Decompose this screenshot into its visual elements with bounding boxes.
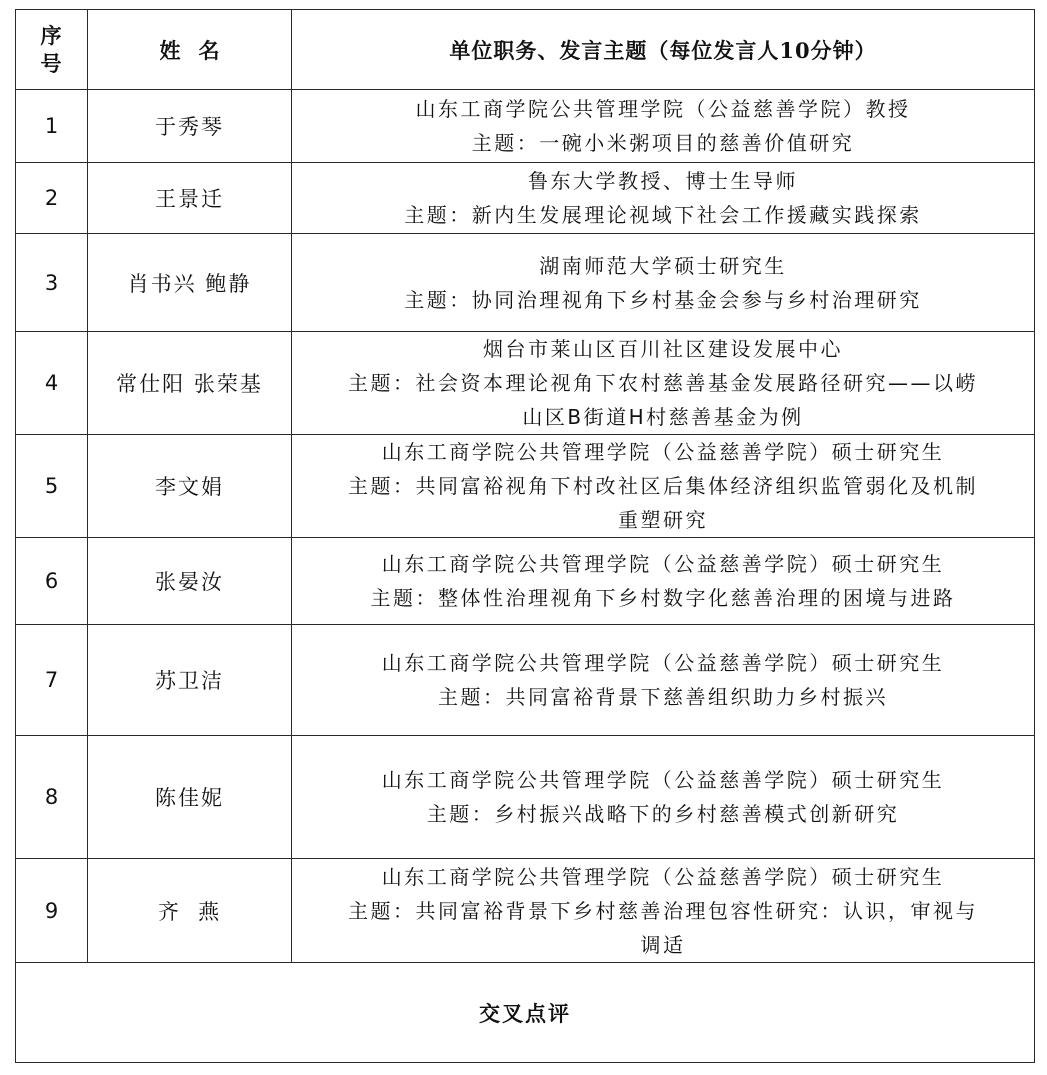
speaker-affiliation: 山东工商学院公共管理学院（公益慈善学院）硕士研究生	[381, 768, 945, 792]
table-row	[16, 332, 1035, 435]
speaker-topic-line: 主题：共同富裕背景下慈善组织助力乡村振兴	[438, 685, 888, 709]
name-header-label: 姓名	[159, 37, 238, 63]
speaker-topic-line: 主题：新内生发展理论视域下社会工作援藏实践探索	[404, 203, 922, 227]
speaker-description	[292, 163, 1035, 234]
speaker-description	[292, 332, 1035, 435]
row-index: 3	[16, 234, 88, 332]
speaker-description	[292, 435, 1035, 538]
speaker-name: 肖书兴 鲍静	[88, 234, 292, 332]
row-index: 9	[16, 859, 88, 963]
speaker-description	[292, 234, 1035, 332]
speaker-topic-line: 主题：协同治理视角下乡村基金会参与乡村治理研究	[404, 287, 922, 312]
speaker-affiliation: 湖南师范大学硕士研究生	[539, 253, 787, 278]
speaker-affiliation: 山东工商学院公共管理学院（公益慈善学院）硕士研究生	[381, 552, 945, 576]
speaker-description	[292, 625, 1035, 736]
row-index: 4	[16, 332, 88, 435]
table-row	[16, 163, 1035, 234]
speaker-topic-line: 主题：社会资本理论视角下农村慈善基金发展路径研究——以崂	[348, 371, 978, 395]
table-row	[16, 234, 1035, 332]
speaker-affiliation: 烟台市莱山区百川社区建设发展中心	[483, 337, 843, 361]
index-column-header	[16, 10, 88, 90]
table-row	[16, 435, 1035, 538]
speaker-description	[292, 538, 1035, 625]
speaker-name: 常仕阳 张荣基	[88, 332, 292, 435]
speaker-affiliation: 山东工商学院公共管理学院（公益慈善学院）硕士研究生	[381, 864, 945, 889]
speaker-name: 李文娟	[88, 435, 292, 538]
speaker-topic-line: 重塑研究	[618, 508, 708, 532]
speaker-topic-line: 主题：一碗小米粥项目的慈善价值研究	[471, 131, 855, 155]
row-index: 6	[16, 538, 88, 625]
table-row	[16, 538, 1035, 625]
desc-header-label: 单位职务、发言主题（每位发言人10分钟）	[449, 37, 877, 63]
row-index: 7	[16, 625, 88, 736]
speaker-name: 齐 燕	[88, 859, 292, 963]
speaker-affiliation: 山东工商学院公共管理学院（公益慈善学院）硕士研究生	[381, 651, 945, 675]
header-row	[16, 10, 1035, 90]
row-index: 8	[16, 736, 88, 859]
table-row	[16, 859, 1035, 963]
speaker-name: 苏卫洁	[88, 625, 292, 736]
speaker-schedule-table	[15, 9, 1035, 1063]
desc-column-header	[292, 10, 1035, 90]
row-index: 2	[16, 163, 88, 234]
speaker-description	[292, 90, 1035, 163]
speaker-description	[292, 859, 1035, 963]
speaker-topic-line: 主题：整体性治理视角下乡村数字化慈善治理的困境与进路	[370, 586, 956, 610]
speaker-topic-line: 山区B街道H村慈善基金为例	[522, 405, 804, 429]
speaker-affiliation: 山东工商学院公共管理学院（公益慈善学院）硕士研究生	[381, 440, 945, 464]
row-index: 1	[16, 90, 88, 163]
speaker-name: 于秀琴	[88, 90, 292, 163]
speaker-description	[292, 736, 1035, 859]
speaker-name: 王景迁	[88, 163, 292, 234]
speaker-topic-line: 主题：共同富裕背景下乡村慈善治理包容性研究：认识，审视与	[348, 898, 978, 923]
cross-review-label: 交叉点评	[16, 963, 1035, 1063]
table-row	[16, 90, 1035, 163]
speaker-topic-line: 主题：乡村振兴战略下的乡村慈善模式创新研究	[426, 802, 900, 826]
table-body	[16, 90, 1035, 963]
index-header-bottom: 号	[40, 50, 63, 76]
table-row	[16, 625, 1035, 736]
speaker-topic-line: 调适	[640, 932, 686, 957]
speaker-name: 张晏汝	[88, 538, 292, 625]
speaker-name: 陈佳妮	[88, 736, 292, 859]
index-header-top: 序	[40, 22, 63, 48]
name-column-header	[88, 10, 292, 90]
speaker-affiliation: 山东工商学院公共管理学院（公益慈善学院）教授	[415, 97, 911, 121]
speaker-topic-line: 主题：共同富裕视角下村改社区后集体经济组织监管弱化及机制	[348, 474, 978, 498]
row-index: 5	[16, 435, 88, 538]
speaker-affiliation: 鲁东大学教授、博士生导师	[528, 169, 798, 193]
table-row	[16, 736, 1035, 859]
footer-row	[16, 963, 1035, 1063]
